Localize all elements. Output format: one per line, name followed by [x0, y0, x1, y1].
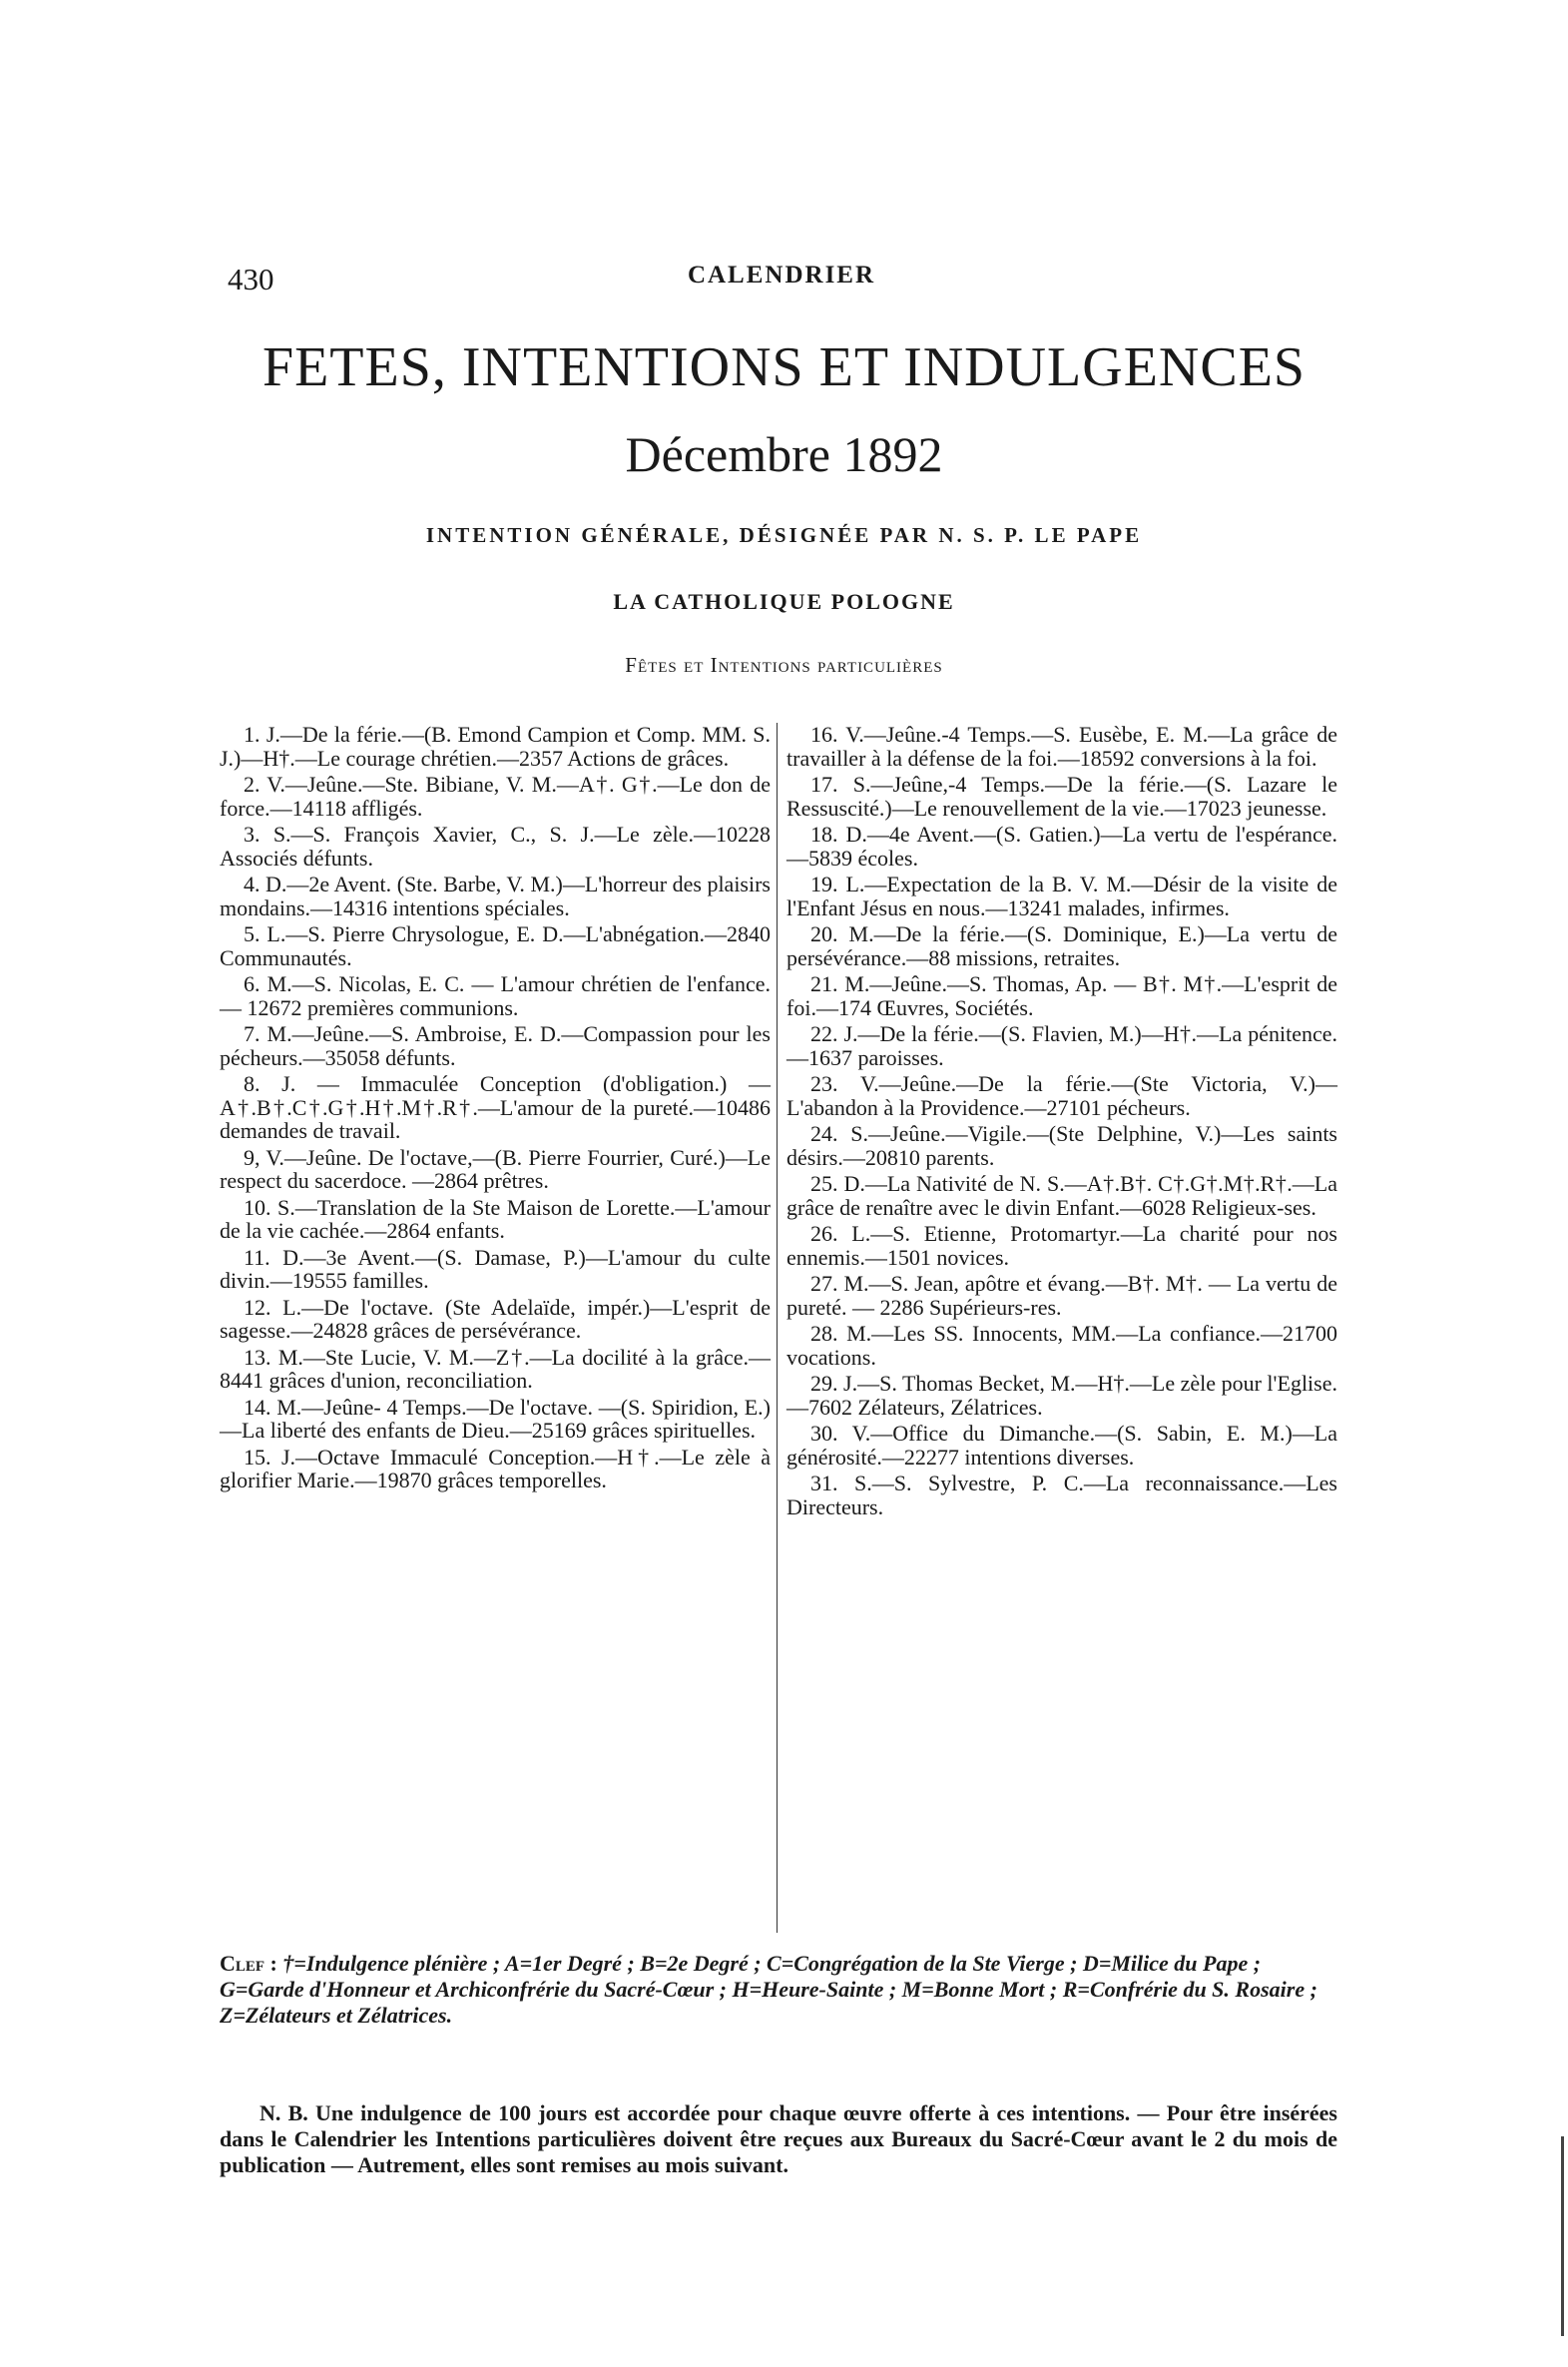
calendar-entry: 19. L.—Expectation de la B. V. M.—Désir de la visite de l'Enfant Jésus en nous.—13241 malades, infirmes.	[786, 872, 1337, 920]
general-intention-subject: LA CATHOLIQUE POLOGNE	[613, 589, 955, 614]
calendar-columns	[220, 723, 1337, 1941]
calendar-entry: 5. L.—S. Pierre Chrysologue, E. D.—L'abnégation.—2840 Communautés.	[220, 921, 771, 970]
calendar-entry: 29. J.—S. Thomas Becket, M.—H†.—Le zèle pour l'Eglise.—7602 Zélateurs, Zélatrices.	[786, 1371, 1337, 1420]
month-heading: Décembre 1892	[625, 426, 943, 482]
column-divider	[777, 723, 778, 1933]
calendar-entry: 25. D.—La Nativité de N. S.—A†.B†. C†.G†.M†.R†.—La grâce de renaître avec le divin Enfant.—6028 Religieux-ses.	[786, 1171, 1337, 1220]
calendar-entry: 2. V.—Jeûne.—Ste. Bibiane, V. M.—A†. G†.—Le don de force.—14118 affligés.	[220, 772, 771, 821]
running-head: CALENDRIER	[687, 262, 876, 289]
calendar-entry: 21. M.—Jeûne.—S. Thomas, Ap. — B†. M†.—L'esprit de foi.—174 Œuvres, Sociétés.	[786, 971, 1337, 1020]
calendar-entry: 4. D.—2e Avent. (Ste. Barbe, V. M.)—L'horreur des plaisirs mondains.—14316 intentions spéciales.	[220, 872, 771, 920]
calendar-entry: 23. V.—Jeûne.—De la férie.—(Ste Victoria, V.)—L'abandon à la Providence.—27101 pécheurs.	[786, 1071, 1337, 1120]
calendar-entry: 24. S.—Jeûne.—Vigile.—(Ste Delphine, V.)—Les saints désirs.—20810 parents.	[786, 1121, 1337, 1170]
calendar-entry: 6. M.—S. Nicolas, E. C. — L'amour chrétien de l'enfance. — 12672 premières communions.	[220, 971, 771, 1020]
calendar-entry: 31. S.—S. Sylvestre, P. C.—La reconnaissance.—Les Directeurs.	[786, 1471, 1337, 1519]
calendar-entry: 27. M.—S. Jean, apôtre et évang.—B†. M†. — La vertu de pureté. — 2286 Supérieurs-res.	[786, 1271, 1337, 1320]
general-intention-heading: INTENTION GÉNÉRALE, DÉSIGNÉE PAR N. S. P. LE PAPE	[425, 523, 1143, 547]
calendar-entry: 26. L.—S. Etienne, Protomartyr.—La charité pour nos ennemis.—1501 novices.	[786, 1221, 1337, 1270]
calendar-entry: 22. J.—De la férie.—(S. Flavien, M.)—H†.—La pénitence.—1637 paroisses.	[786, 1021, 1337, 1070]
nota-bene-note: N. B. Une indulgence de 100 jours est accordée pour chaque œuvre offerte à ces intentions. — Pour être insérées dans le Calendrier les Intentions particulières doivent être reçues aux Bureaux du Sacré-Cœur avant le 2 du mois de publication — Autrement, elles sont remises au mois suivant.	[220, 2100, 1337, 2177]
calendar-entry: 11. D.—3e Avent.—(S. Damase, P.)—L'amour du culte divin.—19555 familles.	[220, 1244, 771, 1293]
calendar-entry: 10. S.—Translation de la Ste Maison de Lorette.—L'amour de la vie cachée.—2864 enfants.	[220, 1194, 771, 1243]
calendar-entry: 30. V.—Office du Dimanche.—(S. Sabin, E. M.)—La générosité.—22277 intentions diverses.	[786, 1421, 1337, 1470]
page-number: 430	[228, 262, 274, 296]
particular-intentions-heading: Fêtes et Intentions particulières	[625, 653, 943, 677]
calendar-entry: 17. S.—Jeûne,-4 Temps.—De la férie.—(S. Lazare le Ressuscité.)—Le renouvellement de la vie.—17023 jeunesse.	[786, 772, 1337, 821]
calendar-entry: 9, V.—Jeûne. De l'octave,—(B. Pierre Fourrier, Curé.)—Le respect du sacerdoce. —2864 prêtres.	[220, 1144, 771, 1193]
calendar-entry: 3. S.—S. François Xavier, C., S. J.—Le zèle.—10228 Associés défunts.	[220, 822, 771, 871]
calendar-entry: 28. M.—Les SS. Innocents, MM.—La confiance.—21700 vocations.	[786, 1321, 1337, 1370]
calendar-entry: 15. J.—Octave Immaculé Conception.—H†.—Le zèle à glorifier Marie.—19870 grâces temporelles.	[220, 1444, 771, 1492]
calendar-entry: 20. M.—De la férie.—(S. Dominique, E.)—La vertu de persévérance.—88 missions, retraites.	[786, 921, 1337, 970]
calendar-entry: 7. M.—Jeûne.—S. Ambroise, E. D.—Compassion pour les pécheurs.—35058 défunts.	[220, 1021, 771, 1070]
page-header	[228, 262, 1335, 301]
legend-key-text: †=Indulgence plénière ; A=1er Degré ; B=2e Degré ; C=Congrégation de la Ste Vierge ; D=Milice du Pape ; G=Garde d'Honneur et Archiconfrérie du Sacré-Cœur ; H=Heure-Sainte ; M=Bonne Mort ; R=Confrérie du S. Rosaire ; Z=Zélateurs et Zélatrices.	[220, 1951, 1317, 2028]
calendar-entry: 12. L.—De l'octave. (Ste Adelaïde, impér.)—L'esprit de sagesse.—24828 grâces de persévérance.	[220, 1294, 771, 1343]
legend-key-label: Clef :	[220, 1951, 277, 1976]
legend-key	[220, 1951, 1337, 2029]
calendar-entry: 1. J.—De la férie.—(B. Emond Campion et Comp. MM. S. J.)—H†.—Le courage chrétien.—2357 Actions de grâces.	[220, 722, 771, 771]
calendar-entry: 8. J. — Immaculée Conception (d'obligation.) —A†.B†.C†.G†.H†.M†.R†.—L'amour de la pureté.—10486 demandes de travail.	[220, 1071, 771, 1143]
calendar-entry: 13. M.—Ste Lucie, V. M.—Z†.—La docilité à la grâce.—8441 grâces d'union, reconciliation.	[220, 1344, 771, 1393]
calendar-entry: 16. V.—Jeûne.-4 Temps.—S. Eusèbe, E. M.—La grâce de travailler à la défense de la foi.—18592 conversions à la foi.	[786, 722, 1337, 771]
right-column	[786, 723, 1337, 1521]
page-title: FETES, INTENTIONS ET INDULGENCES	[261, 336, 1307, 398]
page-edge-mark	[1561, 2136, 1564, 2336]
calendar-entry: 18. D.—4e Avent.—(S. Gatien.)—La vertu de l'espérance.—5839 écoles.	[786, 822, 1337, 871]
left-column	[220, 723, 771, 1495]
calendar-entry: 14. M.—Jeûne- 4 Temps.—De l'octave. —(S. Spiridion, E.)—La liberté des enfants de Dieu.—25169 grâces spirituelles.	[220, 1394, 771, 1443]
